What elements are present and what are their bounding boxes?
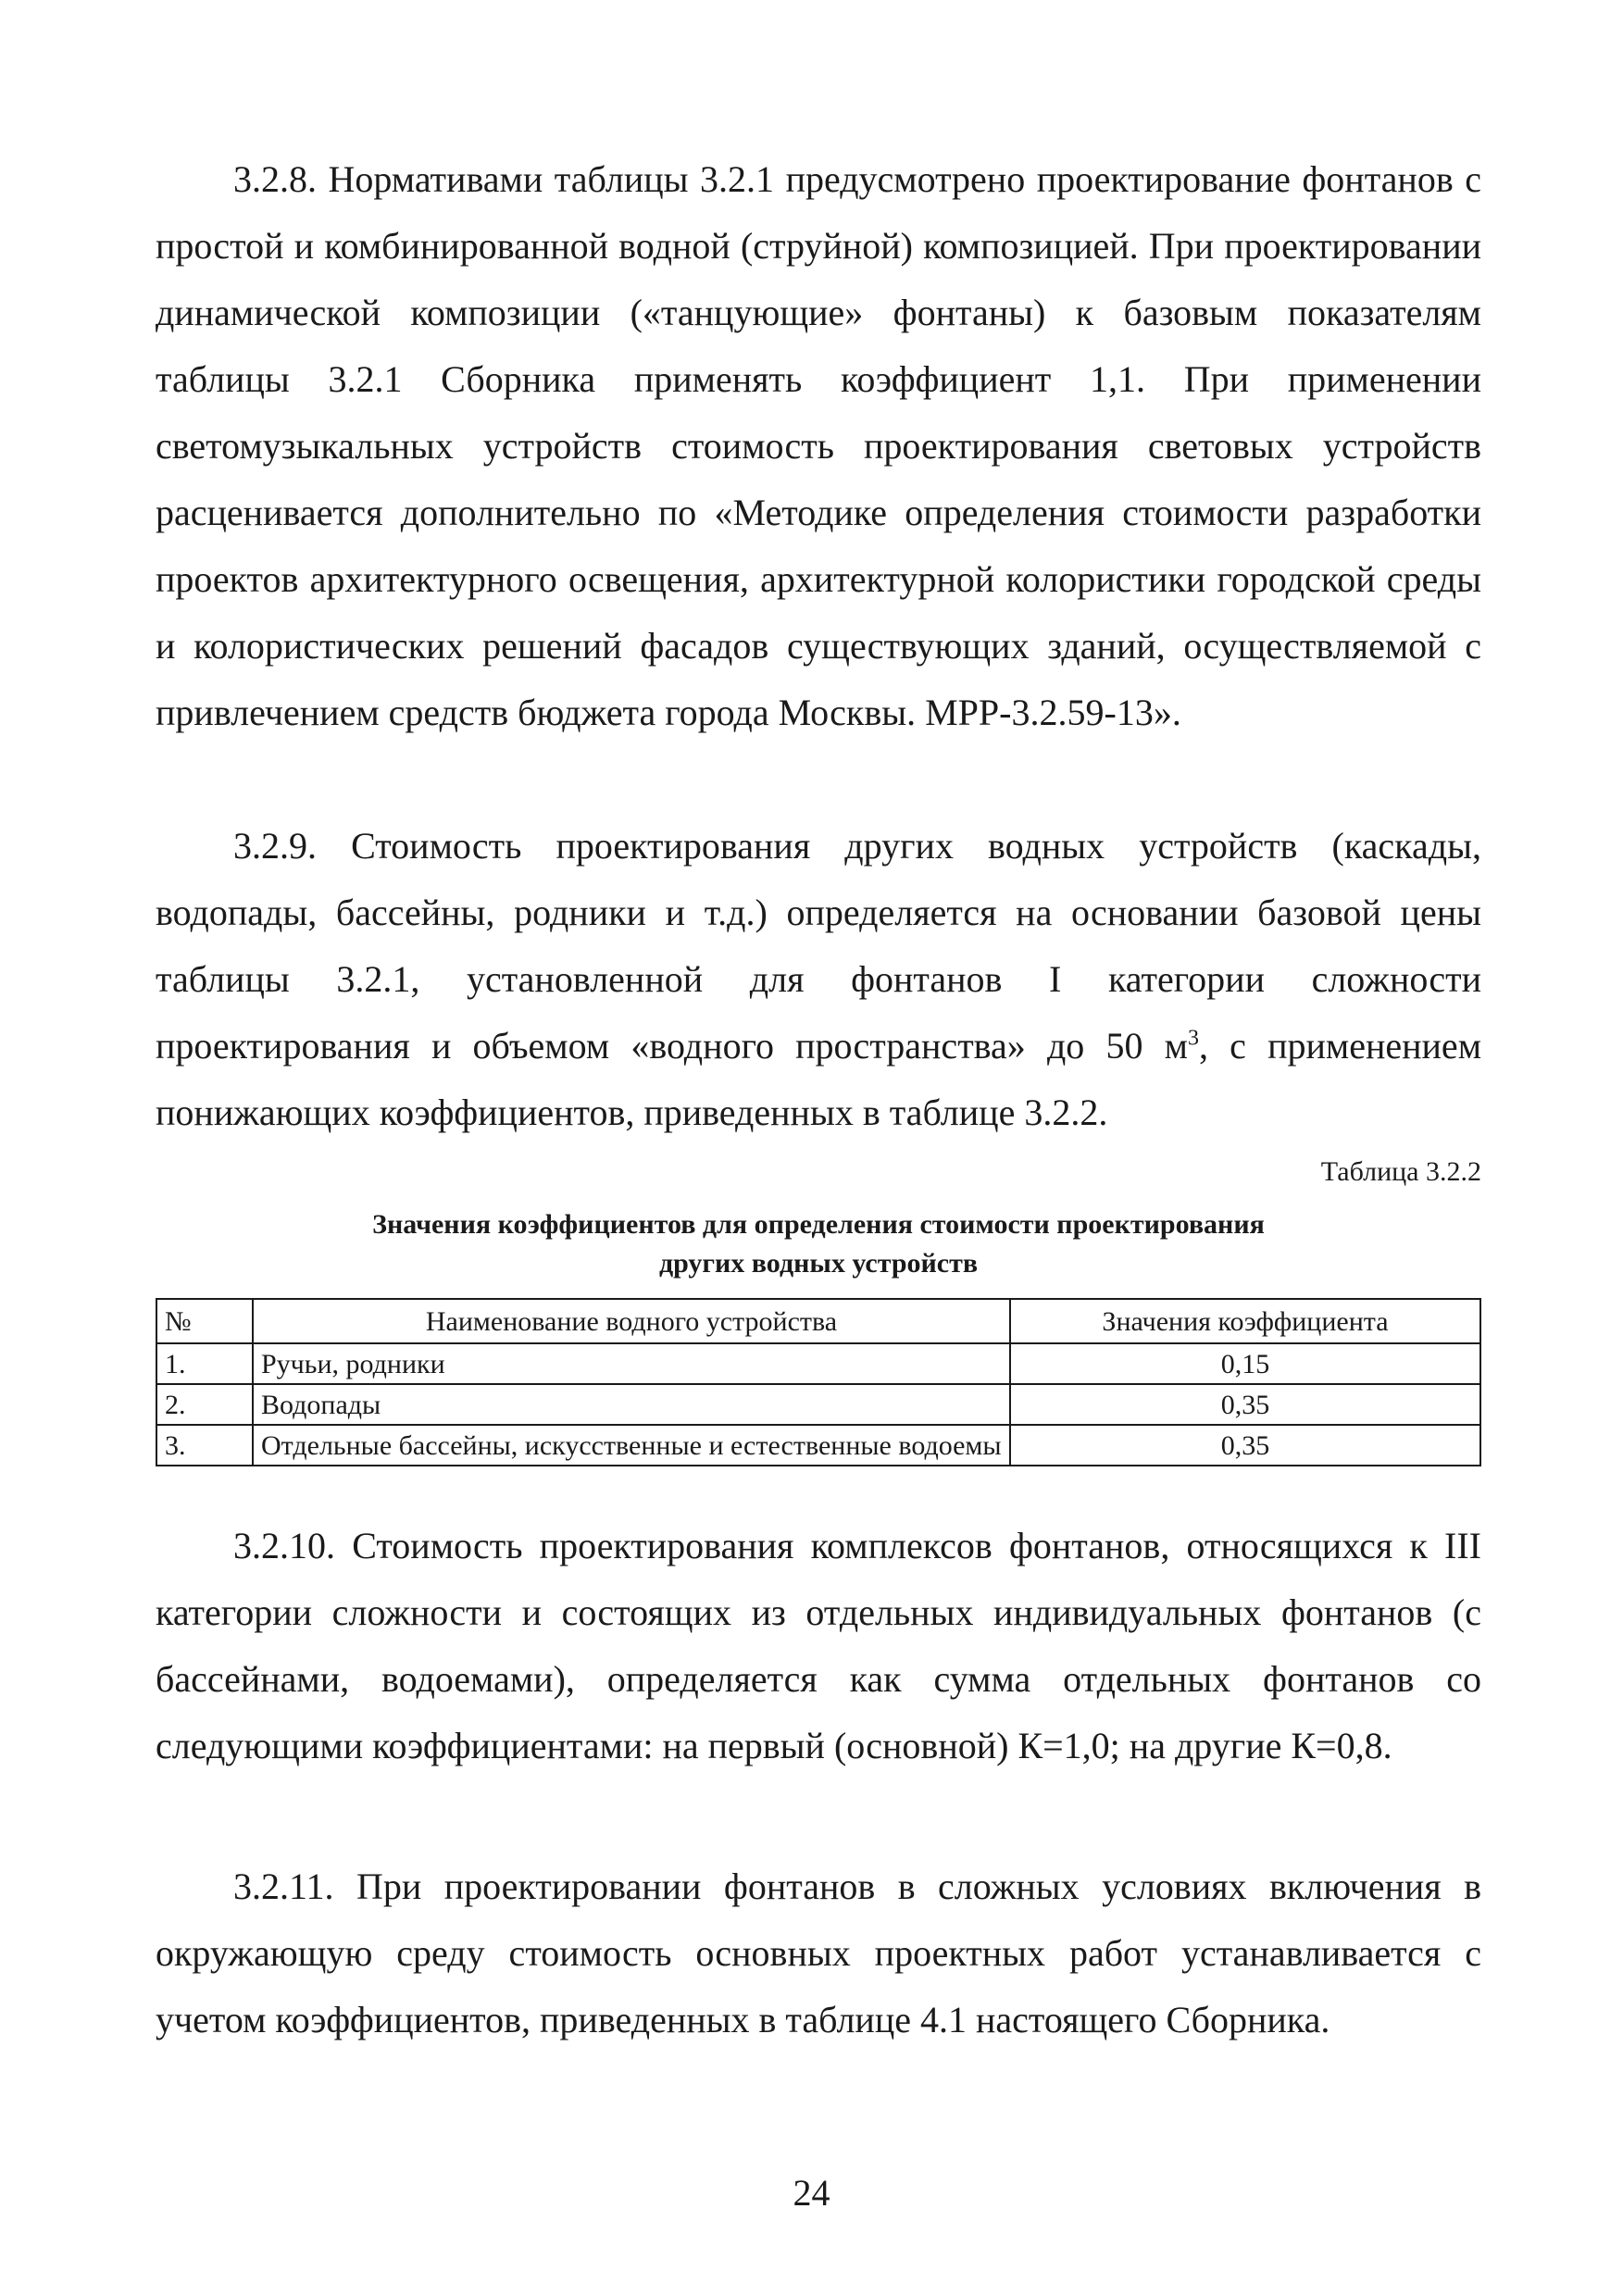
table-title-line-1: Значения коэффициентов для определения стоимости проектирования [372,1209,1265,1240]
table-header-row [156,1299,1480,1343]
coefficients-table [156,1298,1481,1466]
paragraph-3-2-11: 3.2.11. При проектировании фонтанов в сложных условиях включения в окружающую среду стоимость основных проектных работ устанавливается с учетом коэффициентов, приведенных в таблице 4.1 настоящего Сборника. [156,1866,1481,2040]
table-title [156,1205,1481,1283]
table-title-line-2: других водных устройств [658,1248,979,1279]
row-number: 1. [156,1343,253,1384]
row-value: 0,15 [1010,1343,1480,1384]
row-number: 2. [156,1384,253,1425]
row-name: Водопады [253,1384,1010,1425]
header-number: № [156,1299,253,1343]
paragraph-3-2-10: 3.2.10. Стоимость проектирования комплексов фонтанов, относящихся к III категории сложности и состоящих из отдельных индивидуальных фонтанов (с бассейнами, водоемами), определяется как сумма отдельных фонтанов со следующими коэффициентами: на первый (основной) К=1,0; на другие К=0,8. [156,1525,1481,1766]
paragraph-3-2-8: 3.2.8. Нормативами таблицы 3.2.1 предусмотрено проектирование фонтанов с простой и комбинированной водной (струйной) композицией. При проектировании динамической композиции («танцующие» фонтаны) к базовым показателям таблицы 3.2.1 Сборника применять коэффициент 1,1. При применении светомузыкальных устройств стоимость проектирования световых устройств расценивается дополнительно по «Методике определения стоимости разработки проектов архитектурного освещения, архитектурной колористики городской среды и колористических решений фасадов существующих зданий, осуществляемой с привлечением средств бюджета города Москвы. МРР-3.2.59-13». [156,158,1481,733]
header-name: Наименование водного устройства [253,1299,1010,1343]
table-number: Таблица 3.2.2 [1320,1156,1481,1187]
header-value: Значения коэффициента [1010,1299,1480,1343]
row-number: 3. [156,1425,253,1466]
row-value: 0,35 [1010,1384,1480,1425]
row-value: 0,35 [1010,1425,1480,1466]
row-name: Отдельные бассейны, искусственные и естественные водоемы [253,1425,1010,1466]
table-row [156,1425,1480,1466]
table-row [156,1343,1480,1384]
paragraph-3-2-9 [156,813,1481,1146]
table-row [156,1384,1480,1425]
row-name: Ручьи, родники [253,1343,1010,1384]
page-number: 24 [793,2172,830,2214]
paragraph-3-2-9-text: 3.2.9. Стоимость проектирования других водных устройств (каскады, водопады, бассейны, родники и т.д.) определяется на основании базовой цены таблицы 3.2.1, установленной для фонтанов I категории сложности проектирования и объемом «водного пространства» до 50 м [156,825,1481,1067]
cubic-superscript: 3 [1187,1026,1199,1051]
paragraph-3-2-9-text-end: , с применением понижающих коэффициентов, приведенных в таблице 3.2.2. [156,1025,1482,1133]
